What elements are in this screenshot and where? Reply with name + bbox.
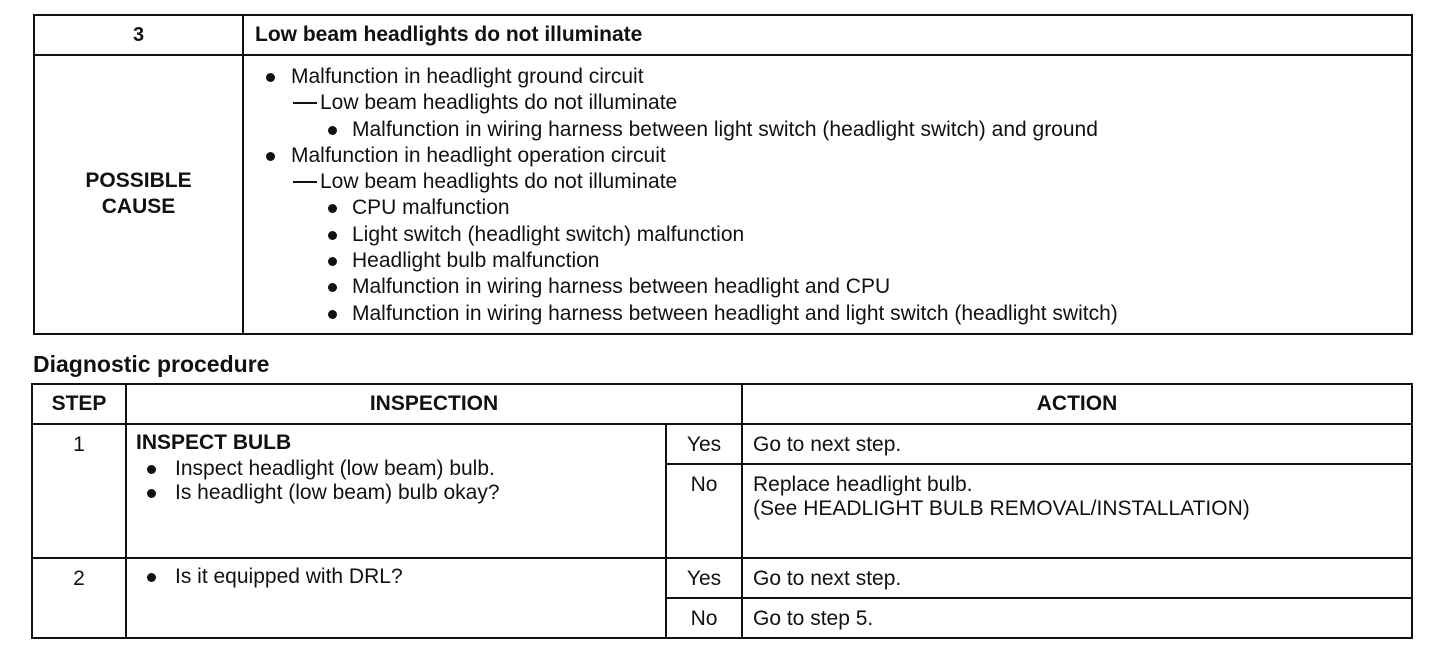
no-action-line: (See HEADLIGHT BULB REMOVAL/INSTALLATION) [753, 497, 1250, 520]
bullet-icon [328, 126, 337, 135]
cause-item-text: Headlight bulb malfunction [352, 249, 600, 273]
inspection-title: INSPECT BULB [136, 431, 292, 454]
cause-title: Low beam headlights do not illuminate [243, 15, 1412, 55]
cause-detail [244, 248, 1411, 274]
no-label: No [666, 464, 742, 558]
bullet-icon [147, 573, 156, 582]
table-row [32, 558, 1412, 598]
bullet-icon [147, 465, 156, 474]
cause-item-text: Low beam headlights do not illuminate [320, 91, 678, 115]
section-heading: Diagnostic procedure [33, 351, 270, 377]
step-header: STEP [32, 384, 126, 424]
inspection-cell [126, 424, 666, 558]
cause-item-text: Malfunction in wiring harness between headlight and CPU [352, 275, 891, 299]
yes-label: Yes [666, 424, 742, 464]
cause-detail [244, 117, 1411, 143]
cause-item [244, 64, 1411, 90]
cause-item [244, 143, 1411, 169]
diagnostic-table [31, 383, 1413, 639]
cause-item-text: Malfunction in headlight operation circuit [291, 143, 666, 167]
label-line-1: POSSIBLE [85, 169, 192, 193]
diag-header-row [32, 384, 1412, 424]
yes-label: Yes [666, 558, 742, 598]
yes-action: Go to next step. [742, 424, 1412, 464]
cause-subitem [244, 169, 1411, 195]
inspection-item [136, 457, 665, 481]
possible-cause-table [33, 14, 1413, 335]
step-number: 2 [32, 558, 126, 638]
dash-icon [293, 102, 317, 104]
cause-detail [244, 195, 1411, 221]
cause-list [243, 55, 1412, 334]
cause-item-text: Light switch (headlight switch) malfunction [352, 222, 745, 246]
cause-item-text: CPU malfunction [352, 196, 510, 220]
inspection-item-text: Is it equipped with DRL? [175, 565, 403, 588]
no-label: No [666, 598, 742, 638]
bullet-icon [328, 204, 337, 213]
bullet-icon [266, 152, 275, 161]
cause-item-text: Malfunction in wiring harness between headlight and light switch (headlight switch) [352, 301, 1118, 325]
cause-header-row [34, 15, 1412, 55]
bullet-icon [147, 489, 156, 498]
cause-detail [244, 301, 1411, 327]
cause-body-row [34, 55, 1412, 334]
cause-subitem [244, 90, 1411, 116]
no-action-line: Replace headlight bulb. [753, 473, 973, 496]
cause-item-text: Malfunction in wiring harness between light switch (headlight switch) and ground [352, 117, 1098, 141]
cause-item-text: Malfunction in headlight ground circuit [291, 65, 644, 88]
cause-detail [244, 274, 1411, 300]
inspection-item-text: Is headlight (low beam) bulb okay? [175, 481, 500, 504]
no-action: Go to step 5. [742, 598, 1412, 638]
cause-detail [244, 222, 1411, 248]
inspection-item [136, 565, 665, 589]
action-header: ACTION [742, 384, 1412, 424]
cause-item-text: Low beam headlights do not illuminate [320, 170, 678, 194]
bullet-icon [328, 310, 337, 319]
possible-cause-label [34, 55, 243, 334]
inspection-cell [126, 558, 666, 638]
bullet-icon [266, 73, 275, 82]
label-line-2: CAUSE [101, 195, 176, 219]
bullet-icon [328, 283, 337, 292]
yes-action: Go to next step. [742, 558, 1412, 598]
dash-icon [293, 181, 317, 183]
inspection-item [136, 481, 665, 505]
bullet-icon [328, 257, 337, 266]
table-row [32, 424, 1412, 464]
bullet-icon [328, 231, 337, 240]
inspection-item-text: Inspect headlight (low beam) bulb. [175, 457, 495, 480]
inspection-header: INSPECTION [126, 384, 742, 424]
no-action [742, 464, 1412, 558]
cause-number: 3 [34, 15, 243, 55]
step-number: 1 [32, 424, 126, 558]
